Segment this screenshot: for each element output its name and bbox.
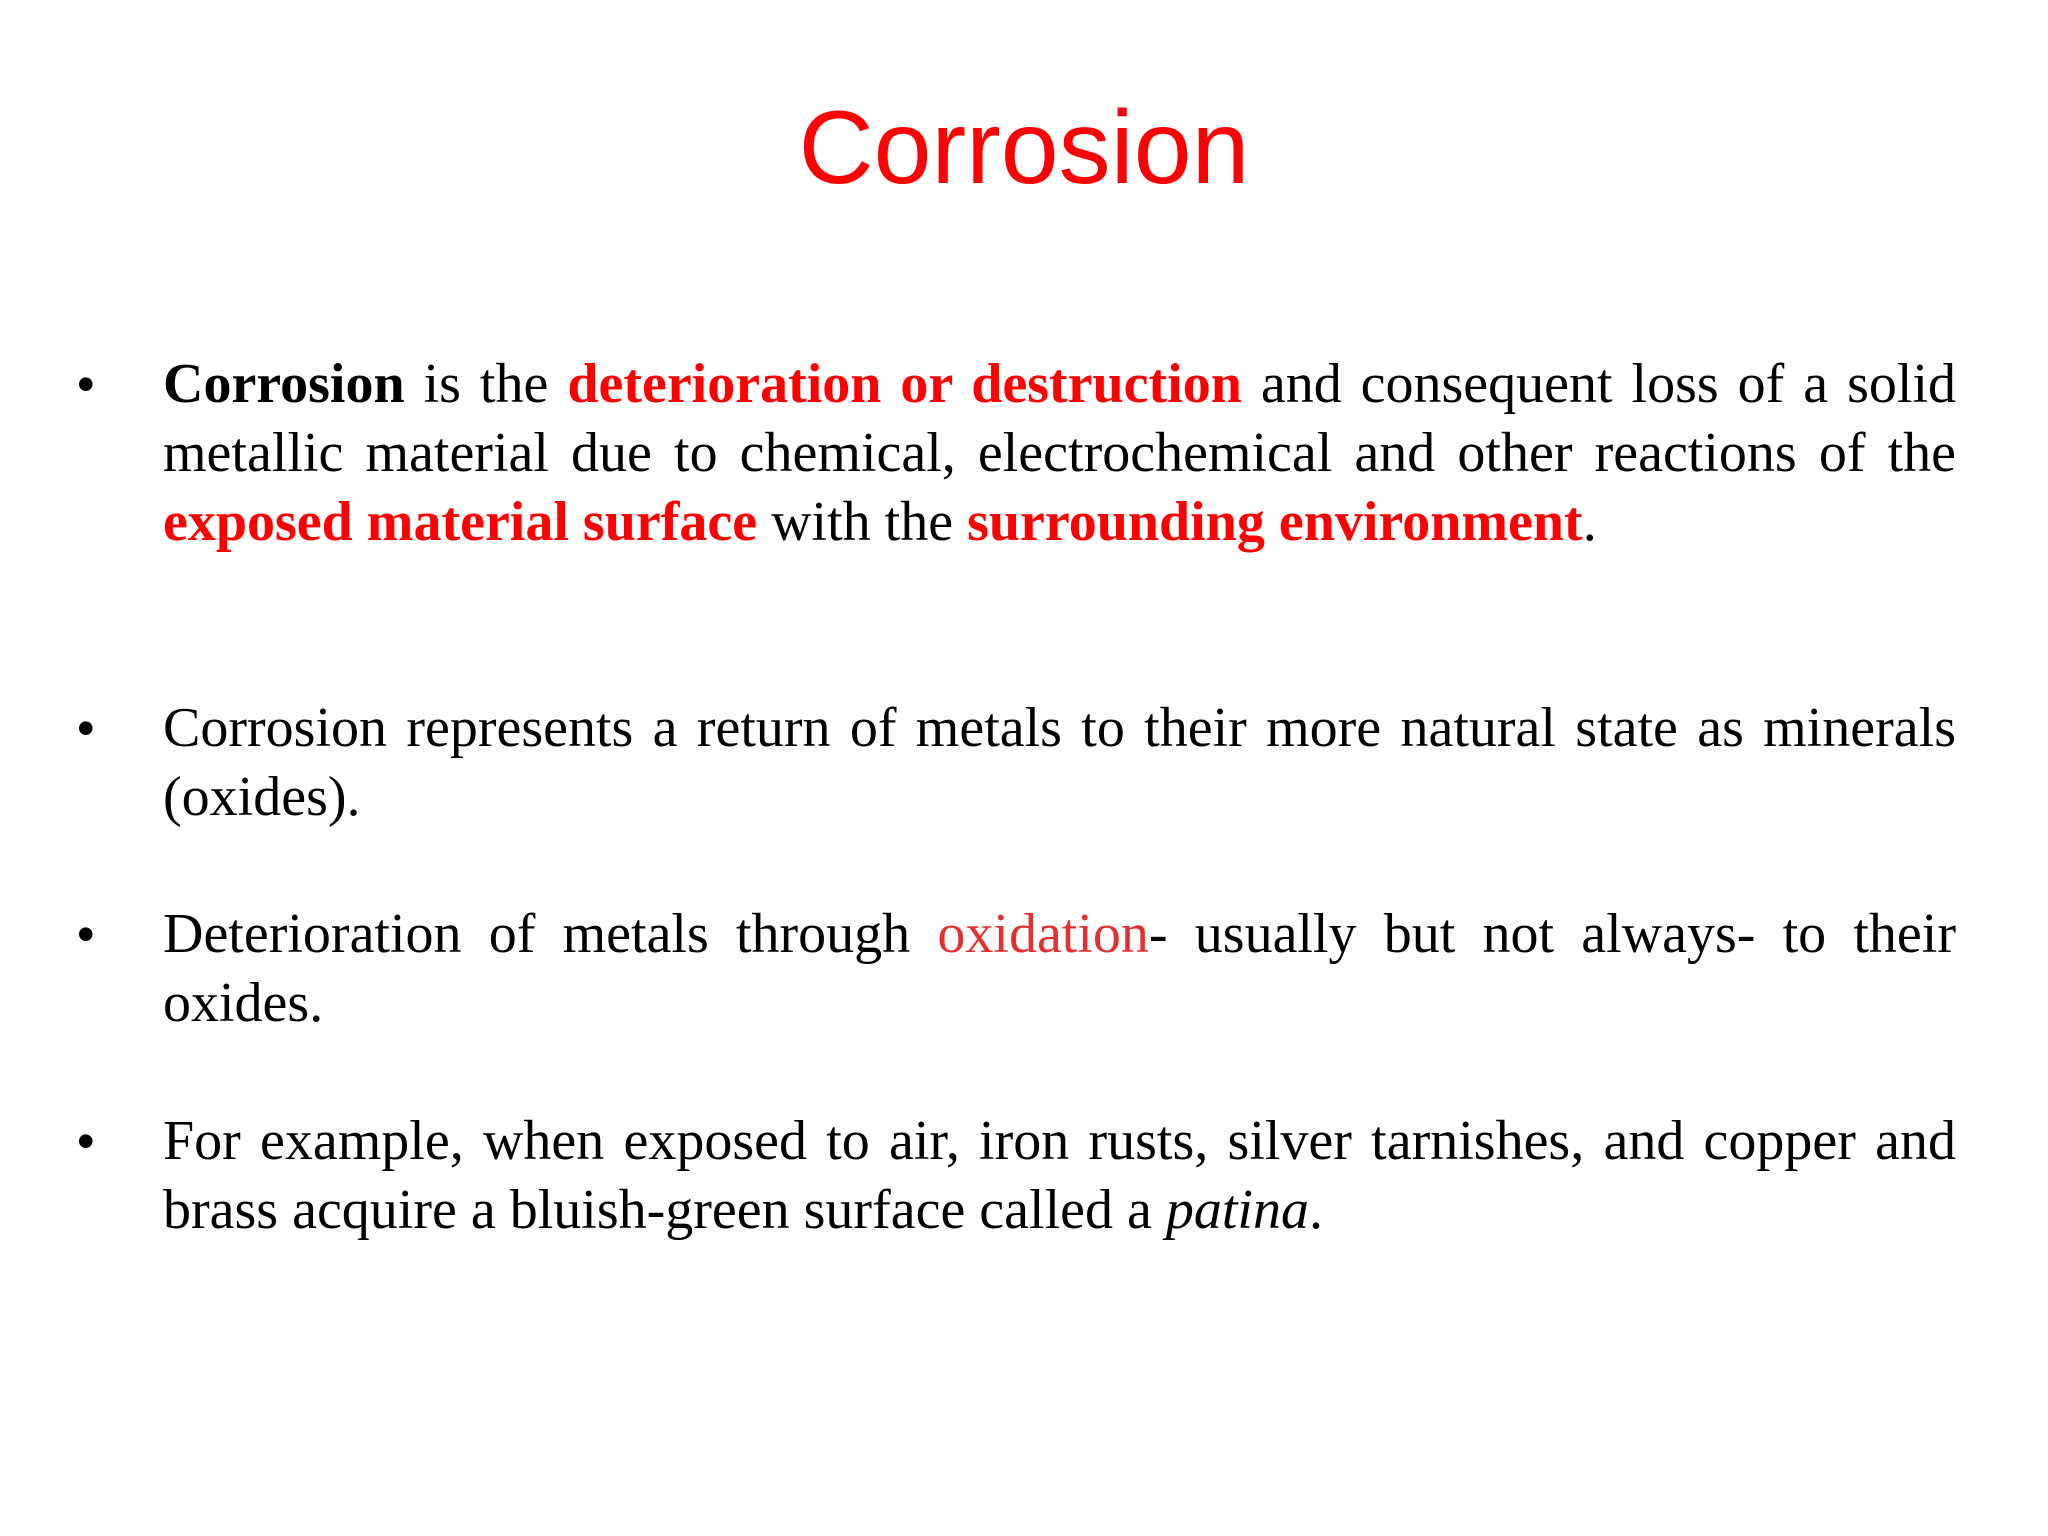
text-segment: Deterioration of metals through [163,903,938,965]
bullet-item-definition [77,350,1957,557]
text-segment: and consequent loss of a solid metallic material due to chemical, electrochemical and other reactions of the [163,353,1957,484]
bullet-item-oxidation [77,900,1956,1038]
text-segment: is the [404,353,568,415]
emphasis-deterioration: deterioration or destruction [567,353,1242,415]
text-segment: . [1308,1179,1323,1241]
text-segment: . [1582,491,1597,553]
emphasis-exposed-surface: exposed material surface [163,491,758,553]
text-segment: For example, when exposed to air, iron rusts, silver tarnishes, and copper and brass acquire a bluish-green surface called a [163,1110,1956,1241]
bullet-dot-icon: • [77,1113,95,1169]
term-corrosion: Corrosion [163,353,405,415]
bullet-dot-icon: • [77,906,95,962]
emphasis-surrounding-environment: surrounding environment [967,491,1583,553]
emphasis-oxidation: oxidation [937,903,1149,965]
term-patina: patina [1165,1179,1309,1241]
text-segment: - usually but not always- to their oxides. [163,903,1956,1034]
text-segment: with the [757,491,968,553]
bullet-dot-icon: • [77,700,95,756]
slide-title: Corrosion [798,90,1250,206]
bullet-item-natural-state [77,694,1956,832]
text-segment: Corrosion represents a return of metals to their more natural state as minerals (oxides). [163,697,1956,828]
bullet-item-example [77,1107,1956,1245]
bullet-dot-icon: • [77,356,95,412]
